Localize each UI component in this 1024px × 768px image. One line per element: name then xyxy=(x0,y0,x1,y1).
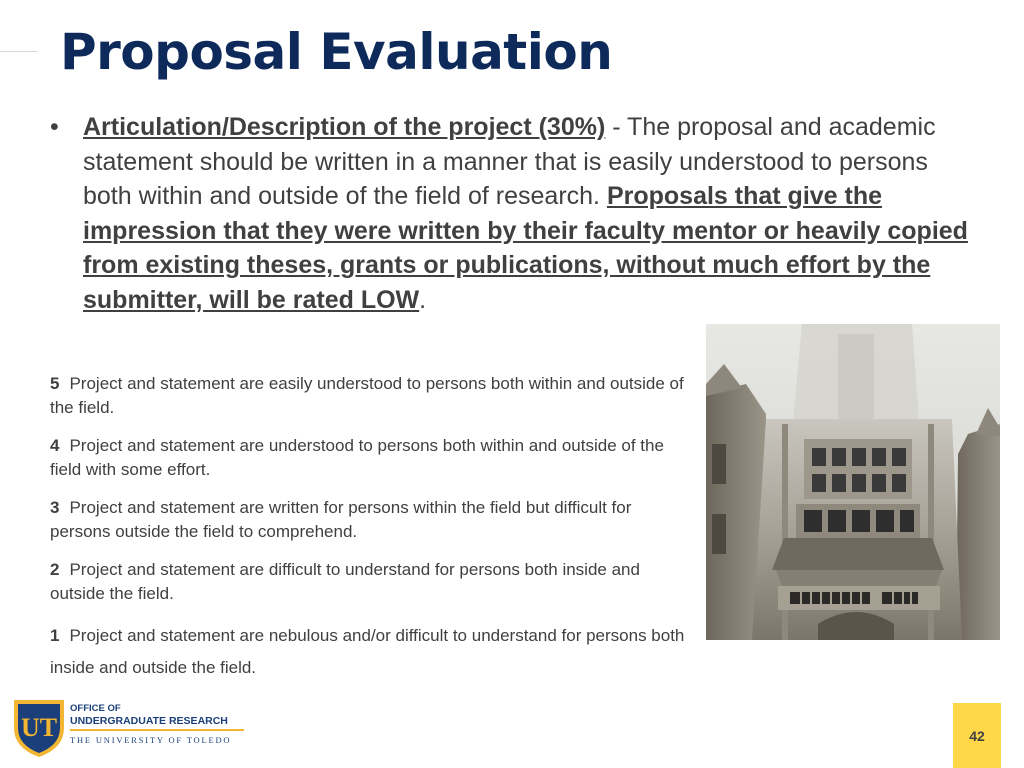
rubric-score: 4 xyxy=(50,436,60,455)
rubric-score: 3 xyxy=(50,498,60,517)
rubric-text: Project and statement are written for persons within the field but difficult for persons outside the field to comprehend. xyxy=(50,498,632,541)
rubric-item xyxy=(50,620,690,684)
rubric-text: Project and statement are difficult to understand for persons both inside and outside the field. xyxy=(50,560,640,603)
rubric-text: Project and statement are understood to persons both within and outside of the field with some effort. xyxy=(50,436,664,479)
criterion-end: . xyxy=(419,285,427,314)
rubric-score: 2 xyxy=(50,560,60,579)
bullet-marker: • xyxy=(50,113,59,141)
rubric-score: 5 xyxy=(50,374,60,393)
title-accent-rule xyxy=(0,51,38,52)
logo-line-university: THE UNIVERSITY OF TOLEDO xyxy=(70,735,232,745)
rubric-item xyxy=(50,558,690,606)
rubric-text: Project and statement are easily understood to persons both within and outside of the field. xyxy=(50,374,684,417)
criterion-warning: Proposals that give the impression that they were written by their faculty mentor or heavily copied from existing theses, grants or publications, without much effort by the submitter, will be rated LOW xyxy=(83,182,968,314)
page-number: 42 xyxy=(969,727,985,744)
criterion-bullet xyxy=(50,110,980,317)
logo-line-research: UNDERGRADUATE RESEARCH xyxy=(70,715,228,727)
svg-text:UT: UT xyxy=(20,713,58,742)
page-number-badge xyxy=(953,703,1001,768)
rubric-item xyxy=(50,372,690,420)
rubric-item xyxy=(50,434,690,482)
criterion-heading: Articulation/Description of the project (30%) xyxy=(83,113,606,141)
ut-shield-icon xyxy=(14,700,64,757)
university-hall-photo xyxy=(706,324,1000,640)
rubric-score: 1 xyxy=(50,626,60,645)
criterion-text xyxy=(83,110,980,317)
scoring-rubric xyxy=(50,372,690,698)
rubric-text: Project and statement are nebulous and/or difficult to understand for persons both inside and outside the field. xyxy=(50,626,685,677)
office-of-undergraduate-research-logo xyxy=(12,696,252,758)
logo-line-office: OFFICE OF xyxy=(70,703,121,714)
criterion-description: - The proposal and academic statement should be written in a manner that is easily understood to persons both within and outside of the field of research. xyxy=(83,113,936,210)
slide-title: Proposal Evaluation xyxy=(60,23,613,81)
rubric-item xyxy=(50,496,690,544)
